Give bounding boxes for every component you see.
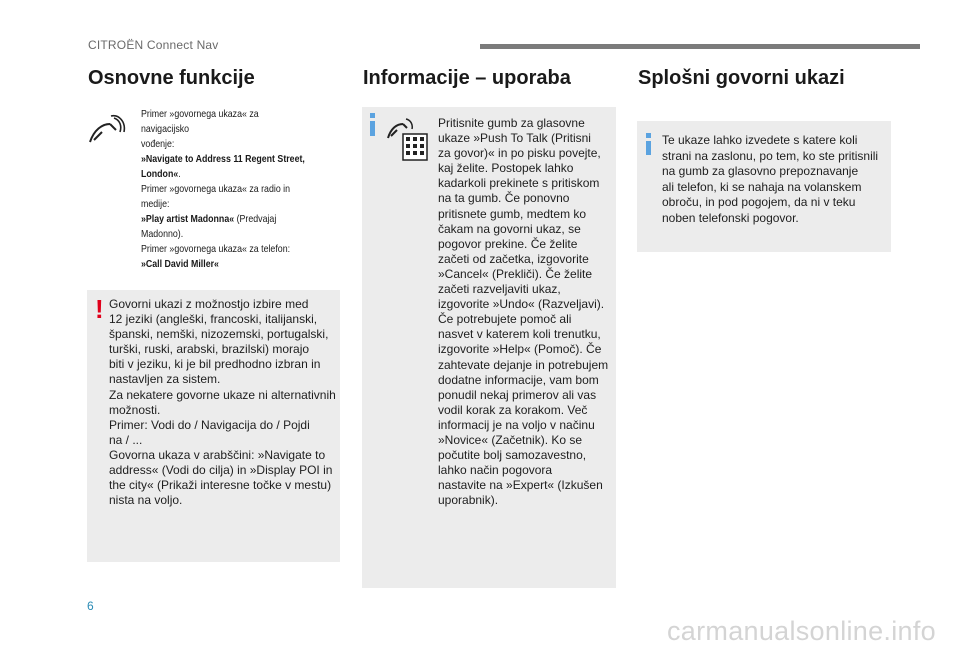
- warning-line: nastavljen za sistem.: [109, 372, 221, 387]
- usage-line: ukaze »Push To Talk (Pritisni: [438, 131, 591, 146]
- info-icon: [646, 141, 651, 155]
- example-command: London«: [141, 168, 179, 180]
- usage-line: ponudil nekaj primerov ali vas: [438, 387, 597, 402]
- warning-line: Govorna ukaza v arabščini: »Navigate to: [109, 447, 326, 462]
- example-line: [141, 212, 309, 242]
- example-line: Primer »govornega ukaza« za radio in medije:: [141, 183, 291, 210]
- general-line: ali telefon, ki se nahaja na volanskem: [662, 179, 862, 194]
- general-line: strani na zaslonu, po tem, ko ste pritisnili: [662, 148, 879, 163]
- warning-line: address« (Vodi do cilja) in »Display POI in: [109, 463, 333, 478]
- usage-line: za govor)« in po pisku povejte,: [438, 146, 601, 161]
- usage-line: zahtevate dejanje in potrebujem: [438, 357, 609, 372]
- usage-line: lahko način pogovora: [438, 463, 553, 478]
- example-suffix: .: [178, 168, 181, 180]
- example-command: »Navigate to Address 11 Regent Street,: [141, 153, 305, 165]
- usage-line: izgovorite »Help« (Pomoč). Če: [438, 342, 602, 357]
- voice-command-examples: [141, 107, 309, 272]
- example-line: Primer »govornega ukaza« za telefon:: [141, 243, 291, 255]
- general-line: obroču, in pod pogojem, da ni v teku: [662, 195, 856, 209]
- header-bar: [480, 44, 920, 49]
- usage-line: začeti razveljaviti ukaz,: [438, 282, 561, 297]
- usage-line: čakam na govorni ukaz, se: [438, 221, 581, 236]
- warning-exclamation-icon: !: [95, 294, 104, 324]
- warning-line: na / ...: [109, 432, 143, 447]
- warning-text: [109, 297, 339, 508]
- section-title-basic-functions: Osnovne funkcije: [88, 67, 255, 89]
- warning-line: 12 jeziki (angleški, francoski, italijanski,: [109, 312, 318, 327]
- watermark: carmanualsonline.info: [667, 616, 936, 646]
- usage-line: informacij je na voljo v načinu: [438, 417, 595, 432]
- example-command: »Call David Miller«: [141, 258, 219, 270]
- warning-line: the city« (Prikaži interesne točke v mestu): [109, 478, 332, 493]
- warning-line: španski, nemški, nizozemski, portugalski,: [109, 327, 329, 342]
- usage-line: »Novice« (Začetnik). Ko se: [438, 432, 583, 447]
- usage-line: na ta gumb. Če ponovno: [438, 191, 570, 206]
- general-line: noben telefonski pogovor.: [662, 210, 799, 225]
- general-line: Te ukaze lahko izvedete s katere koli: [662, 133, 858, 147]
- usage-line: kadarkoli prekinete s pritiskom: [438, 176, 600, 191]
- usage-line: začeti od začetka, izgovorite: [438, 251, 589, 266]
- usage-line: pritisnete gumb, medtem ko: [438, 206, 587, 221]
- example-suffix: (Predvajaj Madonno).: [141, 213, 277, 240]
- usage-line: dodatne informacije, vam bom: [438, 372, 599, 387]
- warning-line: Za nekatere govorne ukaze ni alternativnih: [109, 387, 336, 402]
- usage-line: »Cancel« (Prekliči). Če želite: [438, 266, 593, 281]
- general-line: na gumb za glasovno prepoznavanje: [662, 164, 859, 178]
- usage-line: počutite bolj samozavestno,: [438, 448, 587, 463]
- usage-line: Če potrebujete pomoč ali: [438, 312, 572, 327]
- example-line: [141, 167, 309, 182]
- usage-line: uporabnik).: [438, 493, 499, 508]
- page-number: 6: [87, 599, 94, 613]
- warning-line: biti v jeziku, ki je bil predhodno izbran in: [109, 357, 321, 372]
- usage-line: nastavite na »Expert« (Izkušen: [438, 478, 603, 493]
- usage-line: pogovor prekine. Če želite: [438, 236, 578, 251]
- warning-line: turški, ruski, arabski, brazilski) morajo: [109, 342, 310, 357]
- usage-line: vodil korak za korakom. Več: [438, 402, 588, 417]
- warning-line: Govorni ukazi z možnostjo izbire med: [109, 297, 309, 311]
- section-title-general-voice-commands: Splošni govorni ukazi: [638, 67, 845, 89]
- push-to-talk-keypad-icon: [385, 116, 429, 162]
- example-line: vođenje:: [141, 138, 175, 150]
- warning-line: možnosti.: [109, 402, 161, 417]
- usage-line: kaj želite. Postopek lahko: [438, 161, 574, 176]
- usage-line: Pritisnite gumb za glasovne: [438, 116, 585, 130]
- general-commands-text: [662, 133, 888, 226]
- warning-line: Primer: Vodi do / Navigacija do / Pojdi: [109, 417, 310, 432]
- section-title-information-usage: Informacije – uporaba: [363, 67, 571, 89]
- example-line: Primer »govornega ukaza« za navigacijsko: [141, 108, 259, 135]
- info-icon: [370, 121, 375, 136]
- example-command: »Play artist Madonna«: [141, 213, 235, 225]
- usage-text: [438, 116, 614, 508]
- push-to-talk-icon: [88, 112, 128, 148]
- warning-line: nista na voljo.: [109, 493, 183, 508]
- header-brand: CITROËN Connect Nav: [88, 38, 219, 52]
- usage-line: izgovorite »Undo« (Razveljavi).: [438, 297, 605, 312]
- usage-line: nasvet v katerem koli trenutku,: [438, 327, 601, 342]
